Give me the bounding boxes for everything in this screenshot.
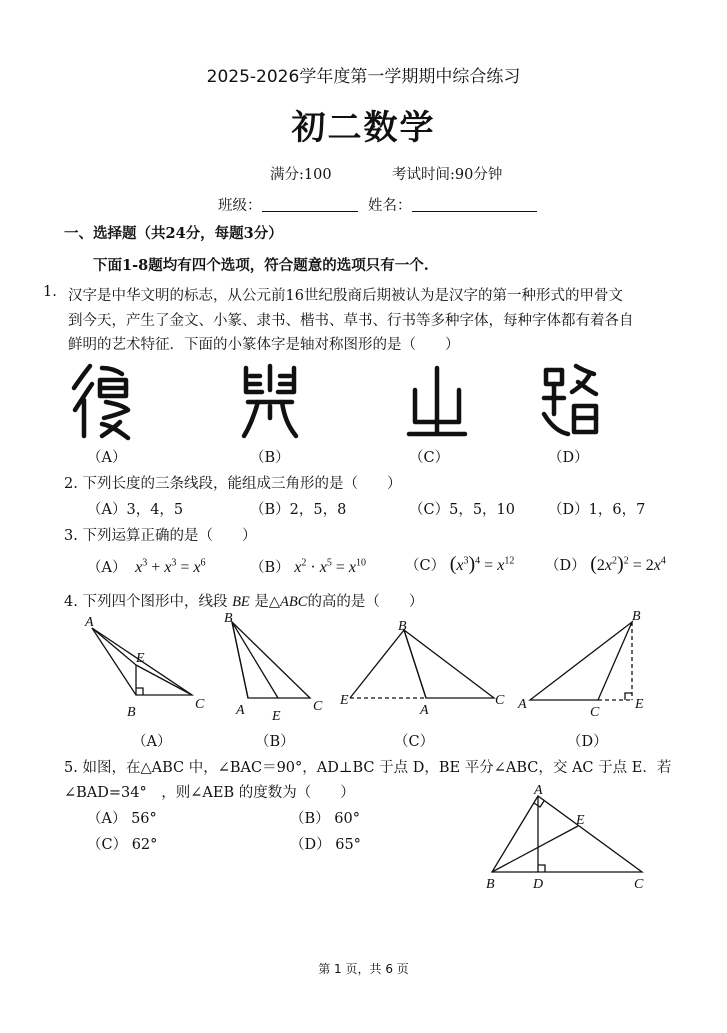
q3-expr-d: $(2x^2)^2 = 2x^4$: [590, 553, 666, 575]
q1-number: 1.: [43, 284, 57, 300]
svg-text:A: A: [420, 703, 429, 718]
q3-expr-b: $x^2 \cdot x^5 = x^{10}$: [294, 557, 366, 576]
seal-char-b-image: [240, 362, 300, 440]
page-footer: 第 1 页，共 6 页: [318, 962, 409, 976]
q4-figure-d: [516, 608, 656, 718]
q3-expr-c: $(x^3)^4 = x^{12}$: [449, 553, 515, 575]
q1-option-a: （A）: [87, 450, 127, 466]
svg-text:B: B: [127, 705, 136, 720]
svg-text:C: C: [634, 877, 644, 892]
q5-line1: 5. 如图，在△ABC 中，∠BAC＝90°，AD⊥BC 于点 D，BE 平分∠ABC，交 AC 于点 E．若: [64, 760, 672, 776]
q3-label-a: （A）: [87, 560, 127, 576]
q4-label-d: （D）: [567, 734, 608, 750]
q3-label-b: （B）: [250, 560, 290, 576]
class-field: [218, 194, 358, 215]
name-label: 姓名：: [368, 198, 412, 214]
q1-line3: 鲜明的艺术特征．下面的小篆体字是轴对称图形的是（ ）: [68, 337, 460, 353]
class-label: 班级：: [218, 198, 262, 214]
q4-stem-c: 的高的是（ ）: [307, 594, 424, 610]
q4-figure-a: [80, 610, 210, 720]
svg-text:E: E: [136, 651, 145, 666]
q2-option-c: （C）5，5，10: [409, 502, 515, 518]
q3-option-d: [545, 553, 666, 576]
svg-text:C: C: [495, 693, 505, 708]
subject-title: 初二数学: [291, 108, 436, 148]
svg-text:B: B: [632, 609, 641, 624]
seal-char-a-image: [72, 362, 132, 440]
seal-char-d-image: [540, 362, 600, 440]
q1-option-d: （D）: [548, 450, 589, 466]
svg-text:A: A: [85, 615, 94, 630]
q2-option-a: （A）3，4，5: [87, 502, 184, 518]
q3-option-b: [250, 556, 366, 577]
svg-text:E: E: [340, 693, 349, 708]
q5-option-b: （B） 60°: [290, 811, 360, 827]
q4-stem-abc: ABC: [280, 594, 308, 610]
q5-line2: ∠BAD=34° ，则∠AEB 的度数为（ ）: [64, 785, 355, 801]
q3-option-c: [405, 553, 514, 576]
q2-option-b: （B）2，5，8: [250, 502, 347, 518]
svg-text:C: C: [313, 699, 323, 714]
q5-option-c: （C） 62°: [87, 837, 158, 853]
section-heading: 一、选择题（共24分，每题3分）: [64, 225, 283, 242]
q3-option-a: [87, 556, 205, 577]
q5-option-a: （A） 56°: [87, 811, 157, 827]
svg-text:D: D: [533, 877, 544, 892]
exam-title: 2025-2026学年度第一学期期中综合练习: [206, 67, 521, 87]
svg-text:A: A: [236, 703, 245, 718]
seal-char-c-image: [405, 364, 469, 440]
q4-stem: [64, 590, 423, 611]
q5-option-d: （D） 65°: [290, 837, 361, 853]
svg-text:B: B: [486, 877, 495, 892]
q5-figure: [480, 782, 650, 894]
svg-text:B: B: [398, 619, 407, 634]
q1-line2: 到今天，产生了金文、小篆、隶书、楷书、草书、行书等多种字体，每种字体都有着各自: [68, 313, 634, 329]
name-blank: [412, 195, 537, 212]
q4-label-c: （C）: [394, 734, 435, 750]
q4-stem-be: BE: [232, 594, 250, 610]
svg-text:C: C: [195, 697, 205, 712]
q4-label-b: （B）: [255, 734, 295, 750]
svg-text:A: A: [518, 697, 527, 712]
q4-label-a: （A）: [132, 734, 172, 750]
q4-stem-b: 是△: [254, 594, 281, 610]
name-field: [368, 194, 537, 215]
q4-figure-b: [224, 610, 338, 724]
q3-expr-a: $x^3 + x^3 = x^6$: [135, 557, 206, 576]
svg-text:A: A: [534, 783, 543, 798]
q4-figure-c: [338, 618, 510, 718]
q1-line1: 汉字是中华文明的标志，从公元前16世纪殷商后期被认为是汉字的第一种形式的甲骨文: [68, 288, 623, 304]
svg-text:E: E: [576, 813, 585, 828]
svg-text:B: B: [224, 611, 233, 626]
q1-option-c: （C）: [409, 450, 450, 466]
q1-option-b: （B）: [250, 450, 290, 466]
svg-text:E: E: [272, 709, 281, 724]
class-blank: [262, 195, 358, 212]
svg-text:C: C: [590, 705, 600, 720]
exam-time: 考试时间:90分钟: [392, 167, 503, 183]
section-instruction: 下面1-8题均有四个选项，符合题意的选项只有一个.: [93, 257, 429, 274]
svg-text:E: E: [635, 697, 644, 712]
q3-stem: 3. 下列运算正确的是（ ）: [64, 528, 257, 544]
full-score: 满分:100: [270, 167, 332, 183]
q3-label-d: （D）: [545, 558, 586, 574]
q2-stem: 2. 下列长度的三条线段，能组成三角形的是（ ）: [64, 476, 402, 492]
q4-stem-a: 4. 下列四个图形中，线段: [64, 594, 228, 610]
q2-option-d: （D）1，6，7: [548, 502, 646, 518]
q3-label-c: （C）: [405, 558, 446, 574]
